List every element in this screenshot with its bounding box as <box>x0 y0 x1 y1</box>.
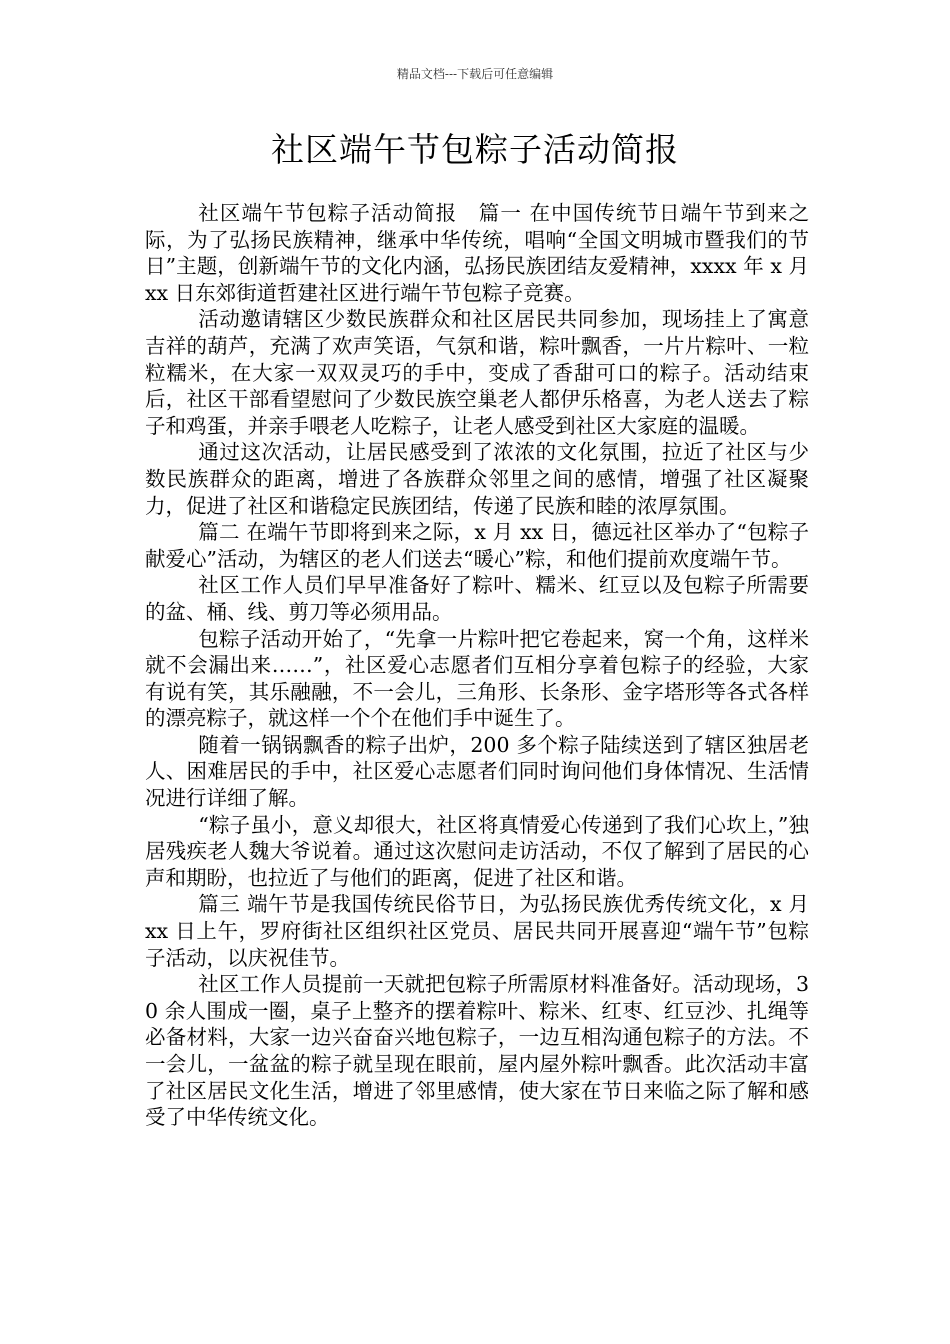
paragraph: 社区工作人员们早早准备好了粽叶、糯米、红豆以及包粽子所需要的盆、桶、线、剪刀等必须用品。 <box>145 573 809 624</box>
paragraph: “粽子虽小，意义却很大，社区将真情爱心传递到了我们心坎上，”独居残疾老人魏大爷说着。通过这次慰问走访活动，不仅了解到了居民的心声和期盼，也拉近了与他们的距离，促进了社区和谐。 <box>145 812 809 890</box>
header-note: 精品文档---下载后可任意编辑 <box>396 67 554 81</box>
document-body <box>145 200 809 1131</box>
paragraph: 包粽子活动开始了，“先拿一片粽叶把它卷起来，窝一个角，这样米就不会漏出来……”，社区爱心志愿者们互相分享着包粽子的经验，大家有说有笑，其乐融融，不一会儿，三角形、长条形、金字塔形等各式各样的漂亮粽子，就这样一个个在他们手中诞生了。 <box>145 626 809 731</box>
paragraph: 篇二 在端午节即将到来之际，x 月 xx 日，德远社区举办了“包粽子献爱心”活动，为辖区的老人们送去“暖心”粽，和他们提前欢度端午节。 <box>145 520 809 571</box>
paragraph: 随着一锅锅飘香的粽子出炉，200 多个粽子陆续送到了辖区独居老人、困难居民的手中，社区爱心志愿者们同时询问他们身体情况、生活情况进行详细了解。 <box>145 732 809 811</box>
document-title: 社区端午节包粽子活动简报 <box>271 130 679 169</box>
paragraph: 篇三 端午节是我国传统民俗节日，为弘扬民族优秀传统文化，x 月 xx 日上午，罗府街社区组织社区党员、居民共同开展喜迎“端午节”包粽子活动，以庆祝佳节。 <box>145 892 809 970</box>
paragraph: 活动邀请辖区少数民族群众和社区居民共同参加，现场挂上了寓意吉祥的葫芦，充满了欢声笑语，气氛和谐，粽叶飘香，一片片粽叶、一粒粒糯米，在大家一双双灵巧的手中，变成了香甜可口的粽子。活动结束后，社区干部看望慰问了少数民族空巢老人都伊乐格喜，为老人送去了粽子和鸡蛋，并亲手喂老人吃粽子，让老人感受到社区大家庭的温暖。 <box>145 307 809 438</box>
paragraph: 社区工作人员提前一天就把包粽子所需原材料准备好。活动现场，30 余人围成一圈，桌子上整齐的摆着粽叶、粽米、红枣、红豆沙、扎绳等必备材料，大家一边兴奋奋兴地包粽子，一边互相沟通包粽子的方法。不一会儿，一盆盆的粽子就呈现在眼前，屋内屋外粽叶飘香。此次活动丰富了社区居民文化生活，增进了邻里感情，使大家在节日来临之际了解和感受了中华传统文化。 <box>145 972 809 1130</box>
paragraph: 社区端午节包粽子活动简报 篇一 在中国传统节日端午节到来之际，为了弘扬民族精神，继承中华传统，唱响“全国文明城市暨我们的节日”主题，创新端午节的文化内涵，弘扬民族团结友爱精神，xxxx 年 x 月 xx 日东郊街道哲建社区进行端午节包粽子竞赛。 <box>145 201 809 305</box>
paragraph: 通过这次活动，让居民感受到了浓浓的文化氛围，拉近了社区与少数民族群众的距离，增进了各族群众邻里之间的感情，增强了社区凝聚力，促进了社区和谐稳定民族团结，传递了民族和睦的浓厚氛围。 <box>145 440 809 518</box>
